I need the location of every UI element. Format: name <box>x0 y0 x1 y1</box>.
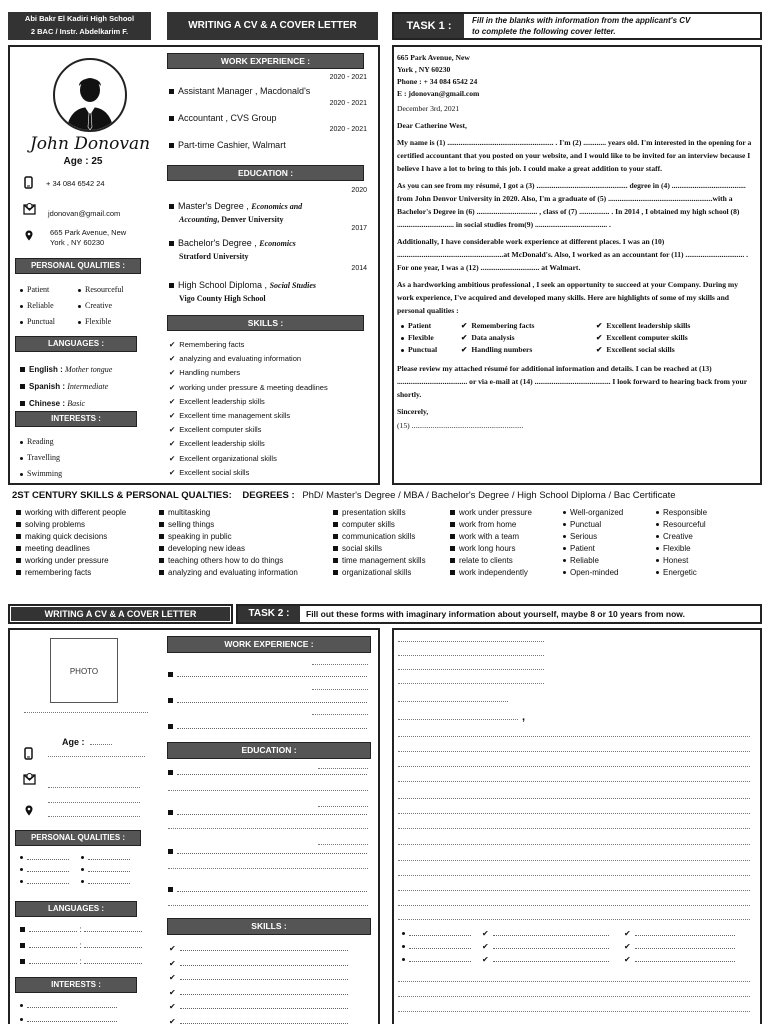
letter-highlights: Patient ✔ Remembering facts ✔ Excellent leadership skills Flexible ✔ Data analysis ✔ Excellent computer skills Punctual ✔ Handling numbers ✔ Excellent social skills <box>401 320 753 356</box>
vocab-col-3: presentation skills computer skills communication skills social skills time management skills organizational skills <box>333 507 426 579</box>
languages-heading: LANGUAGES : <box>15 901 137 917</box>
task1-instructions: Fill in the blanks with information from the applicant's CV to complete the following cover letter. <box>472 16 691 36</box>
list-item: Reading <box>20 434 62 450</box>
blank-line[interactable] <box>398 701 508 702</box>
work-experience-heading: WORK EXPERIENCE : <box>167 636 371 653</box>
blank-work-item[interactable] <box>168 696 367 705</box>
skills-heading: SKILLS : <box>167 315 364 331</box>
list-item: Swimming <box>20 466 62 482</box>
work-item: 2020 - 2021 Accountant , CVS Group <box>167 100 367 126</box>
blank-highlights[interactable]: ✔ ✔ ✔ ✔ ✔ ✔ <box>402 927 744 966</box>
blank-line[interactable] <box>398 919 750 920</box>
blank-line[interactable] <box>398 844 750 845</box>
languages-list <box>20 361 112 412</box>
blank-line[interactable] <box>168 828 368 829</box>
interests-heading: INTERESTS : <box>15 977 137 993</box>
blank-interests[interactable] <box>20 1001 117 1024</box>
work-list <box>167 74 367 152</box>
education-item: 2017 Bachelor's Degree , Economics Stratford University <box>167 225 367 263</box>
address: 665 Park Avenue, New York , NY 60230 <box>50 228 127 247</box>
letter-paragraph: As a hardworking ambitious professional , I seek an opportunity to succeed at your Company. During my work experience, I've acquired and developed many skills. Here are highlights of some of my skills and personal qualities : <box>397 280 739 315</box>
task2-title-box <box>8 604 233 624</box>
blank-line[interactable] <box>398 996 750 997</box>
vocab-col-6: Responsible Resourceful Creative Flexible Honest Energetic <box>656 507 707 579</box>
blank-age-label: Age : <box>62 737 85 747</box>
degrees-label: DEGREES : <box>242 490 295 501</box>
blank-line[interactable] <box>312 689 368 690</box>
language-item: Spanish : Intermediate <box>20 378 112 395</box>
blank-line[interactable] <box>168 790 368 791</box>
qualities-list <box>20 282 160 330</box>
school-header <box>8 12 151 40</box>
vocab-heading-row <box>12 490 762 501</box>
email-address: jdonovan@gmail.com <box>48 209 121 218</box>
vocab-col-2: multitasking selling things speaking in public developing new ideas teaching others how to do things analyzing and evaluating information <box>159 507 298 579</box>
list-item: ✔ working under pressure & meeting deadlines <box>169 382 328 392</box>
work-experience-heading: WORK EXPERIENCE : <box>167 53 364 69</box>
avatar <box>52 57 128 133</box>
list-item: Reliable <box>20 298 78 314</box>
blank-education-item[interactable] <box>168 768 367 777</box>
education-heading: EDUCATION : <box>167 165 364 181</box>
phone-icon <box>24 747 33 760</box>
list-item: Resourceful <box>78 282 148 298</box>
blank-line[interactable] <box>398 683 544 684</box>
blank-line[interactable] <box>318 806 368 807</box>
personal-qualities-heading: PERSONAL QUALITIES : <box>15 258 141 274</box>
list-item: ✔ Excellent time management skills <box>169 411 291 421</box>
list-item: ✔ Excellent organizational skills <box>169 453 277 463</box>
list-item: ✔ analyzing and evaluating information <box>169 354 302 364</box>
blank-line[interactable] <box>48 816 140 817</box>
letter-greeting: Dear Catherine West, <box>397 121 467 130</box>
list-item: ✔ Handling numbers <box>169 368 241 378</box>
blank-line[interactable] <box>398 890 750 891</box>
phone-number: + 34 084 6542 24 <box>46 179 105 188</box>
languages-heading: LANGUAGES : <box>15 336 137 352</box>
letter-paragraph: Please review my attached résumé for additional information and details. I can be reached at (13) ..................................... or via e-mail at (14) ........................................ I look forward to hearing back from your shortly. <box>397 364 747 399</box>
blank-line[interactable] <box>398 798 750 799</box>
vocab-col-4: work under pressure work from home work with a team work long hours relate to clients work independently <box>450 507 532 579</box>
blank-line[interactable] <box>398 751 750 752</box>
blank-line[interactable] <box>312 664 368 665</box>
blank-line[interactable] <box>398 736 750 737</box>
location-icon <box>25 805 33 816</box>
phone-icon <box>24 176 33 189</box>
letter-paragraph: As you can see from my résumé, I got a (3) ................................................ degree in (4) ....................................... from John Denvor University in 2020. Also, I'm a graduate of (5) .......................................................with a Bachelor's Degree in (6) ................................ , class of (7) ................ . In 2014 , I obtained my high school (8) .............................. in social studies from(9) ...................................... . <box>397 181 746 229</box>
task2-worksheet-title: WRITING A CV & A COVER LETTER <box>11 607 230 621</box>
applicant-age: Age : 25 <box>63 156 103 167</box>
blank-line[interactable] <box>168 868 368 869</box>
blank-line[interactable] <box>398 1011 750 1012</box>
list-item: ✔ Excellent leadership skills <box>169 439 265 449</box>
blank-line[interactable] <box>398 669 544 670</box>
interests-list <box>20 434 62 482</box>
class-instructor: 2 BAC / Instr. Abdelkarim F. <box>30 27 129 36</box>
list-item: ✔ Excellent social skills <box>169 467 250 477</box>
skills-vocab-heading: 2ST CENTURY SKILLS & PERSONAL QUALTIES: <box>12 490 232 501</box>
blank-education-item[interactable] <box>168 808 367 817</box>
blank-line[interactable] <box>48 787 140 788</box>
blank-languages[interactable]: : : : <box>20 925 142 973</box>
vocab-col-5: Well-organized Punctual Serious Patient Reliable Open-minded <box>563 507 623 579</box>
blank-line[interactable] <box>48 756 145 757</box>
blank-work-item[interactable] <box>168 722 367 731</box>
language-item: Chinese : Basic <box>20 395 112 412</box>
blank-qualities[interactable] <box>20 853 140 889</box>
blank-line[interactable] <box>398 875 750 876</box>
blank-line[interactable] <box>48 802 140 803</box>
task1-header <box>392 12 762 40</box>
list-item: Patient <box>20 282 78 298</box>
list-item: ✔ Excellent leadership skills <box>169 396 265 406</box>
blank-line[interactable] <box>168 905 368 906</box>
blank-line[interactable] <box>24 712 148 713</box>
work-item: 2020 - 2021 Part-time Cashier, Walmart <box>167 126 367 152</box>
list-item: ✔ Excellent computer skills <box>169 425 262 435</box>
list-item: ✔ Remembering facts <box>169 340 245 349</box>
blank-line[interactable] <box>398 981 750 982</box>
letter-paragraph: My name is (1) ........................................................ . I'm (2) ............ years old. I'm interested in the opening for a certified accountant that you posted on your website, and I would like to be invited for an interview because I believe I have a lot to bring to this job. I could make a great addition to your staff. <box>397 138 752 173</box>
task2-instructions: Fill out these forms with imaginary information about yourself, maybe 8 or 10 years from now. <box>306 609 685 619</box>
skills-list <box>169 338 328 480</box>
email-icon <box>23 772 36 785</box>
letter-closing: Sincerely, <box>397 407 429 416</box>
education-heading: EDUCATION : <box>167 742 371 759</box>
applicant-name: John Donovan <box>29 134 151 154</box>
worksheet-title: WRITING A CV & A COVER LETTER <box>167 12 378 40</box>
task2-label: TASK 2 : <box>238 606 300 622</box>
blank-line[interactable] <box>398 828 750 829</box>
degrees-list: PhD/ Master's Degree / MBA / Bachelor's Degree / High School Diploma / Bac Certificate <box>302 490 676 501</box>
task2-header <box>236 604 762 624</box>
vocab-col-1: working with different people solving problems making quick decisions meeting deadlines working under pressure remembering facts <box>16 507 126 579</box>
email-icon <box>23 202 36 215</box>
blank-line[interactable] <box>398 905 750 906</box>
letter-address: 665 Park Avenue, New York , NY 60230 Phone : + 34 084 6542 24 E : jdonovan@gmail.com <box>397 53 480 98</box>
letter-paragraph: Additionally, I have considerable work experience at different places. I was an (10) ........................................................at McDonald's. Also, I worked as an accountant for (11) ............................... . For one year, I was a (12) ............................... at Walmart. <box>397 237 749 272</box>
education-item: 2014 High School Diploma , Social Studies Vigo County High School <box>167 263 367 301</box>
blank-line[interactable] <box>398 860 750 861</box>
language-item: English : Mother tongue <box>20 361 112 378</box>
interests-heading: INTERESTS : <box>15 411 137 427</box>
blank-line[interactable] <box>318 844 368 845</box>
blank-line[interactable] <box>312 714 368 715</box>
blank-line[interactable] <box>398 641 544 642</box>
blank-line[interactable] <box>398 719 518 720</box>
blank-skills[interactable]: ✔ ✔ ✔ ✔ ✔ ✔ <box>169 942 348 1024</box>
blank-line[interactable] <box>90 744 112 745</box>
blank-education-item[interactable] <box>168 885 367 894</box>
list-item: Flexible <box>78 314 148 330</box>
blank-line[interactable] <box>398 813 750 814</box>
letter-date: December 3rd, 2021 <box>397 104 460 113</box>
work-item: 2020 - 2021 Assistant Manager , Macdonald's <box>167 74 367 100</box>
blank-line[interactable] <box>398 781 750 782</box>
cover-letter <box>397 52 753 432</box>
list-item: Punctual <box>20 314 78 330</box>
personal-qualities-heading: PERSONAL QUALITIES : <box>15 830 141 846</box>
skills-heading: SKILLS : <box>167 918 371 935</box>
list-item: Travelling <box>20 450 62 466</box>
location-icon <box>25 230 33 241</box>
list-item: Creative <box>78 298 148 314</box>
task1-label: TASK 1 : <box>394 14 464 38</box>
school-name: Abi Bakr El Kadiri High School <box>24 14 135 23</box>
letter-signature: (15) ........................................................... <box>397 421 524 430</box>
blank-line[interactable] <box>398 655 544 656</box>
comma: , <box>522 711 526 723</box>
photo-placeholder: PHOTO <box>50 638 118 703</box>
blank-education-item[interactable] <box>168 847 367 856</box>
blank-line[interactable] <box>398 766 750 767</box>
education-item: 2020 Master's Degree , Economics and Accounting, Denver University <box>167 187 367 225</box>
education-list <box>167 187 367 301</box>
blank-work-item[interactable] <box>168 670 367 679</box>
